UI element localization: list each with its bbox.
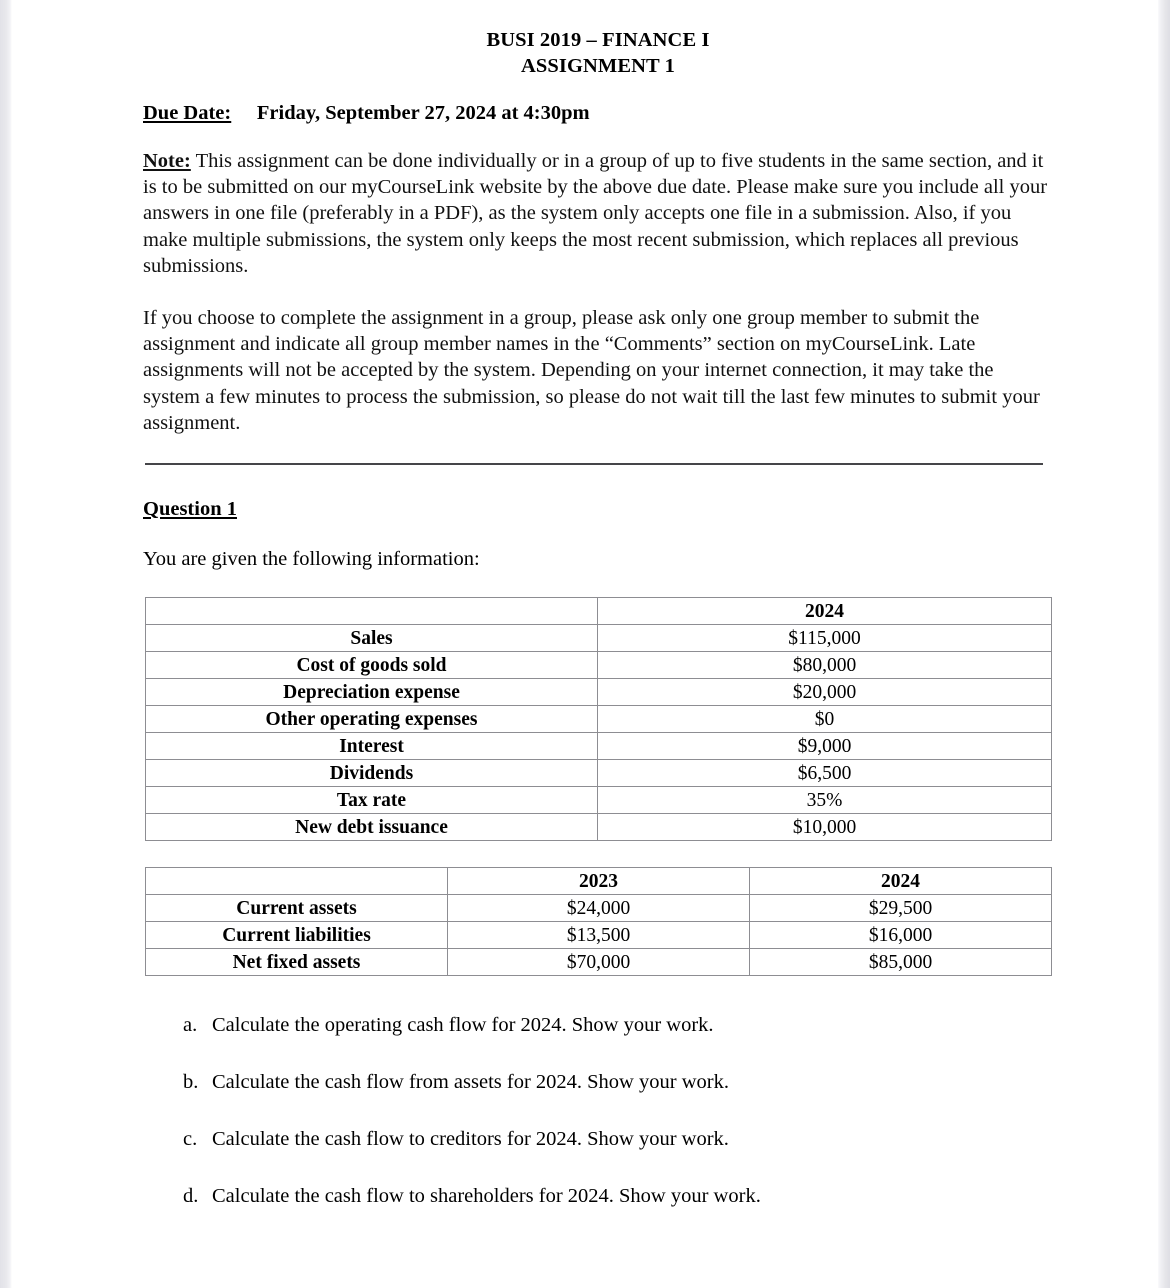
due-date-row bbox=[143, 100, 1053, 126]
due-date-label: Due Date: bbox=[143, 102, 232, 124]
due-date-value: Friday, September 27, 2024 at 4:30pm bbox=[256, 102, 590, 124]
list-item bbox=[143, 1183, 1053, 1209]
table-row-header bbox=[146, 868, 1052, 895]
document-page bbox=[12, 0, 1158, 1288]
document-title bbox=[143, 0, 1053, 79]
list-item-text-a: Calculate the operating cash flow for 2024. Show your work. bbox=[212, 1014, 714, 1037]
sub-question-list bbox=[143, 1012, 1053, 1209]
list-item-marker-d: d. bbox=[183, 1185, 199, 1208]
row-value-new-debt: $10,000 bbox=[598, 814, 1052, 841]
list-item bbox=[143, 1126, 1053, 1152]
row-value-sales: $115,000 bbox=[598, 625, 1052, 652]
row-label-new-debt: New debt issuance bbox=[146, 814, 598, 841]
section-divider bbox=[145, 463, 1043, 465]
table-row bbox=[146, 895, 1052, 922]
balance-sheet-table bbox=[145, 867, 1052, 976]
table-two-header-blank bbox=[146, 868, 448, 895]
row-value-other-opex: $0 bbox=[598, 706, 1052, 733]
table-row bbox=[146, 814, 1052, 841]
table-row bbox=[146, 949, 1052, 976]
row-label-current-liabilities: Current liabilities bbox=[146, 922, 448, 949]
row-value-depreciation: $20,000 bbox=[598, 679, 1052, 706]
table-row-header bbox=[146, 598, 1052, 625]
row-value-current-assets-2024: $29,500 bbox=[750, 895, 1052, 922]
income-statement-table bbox=[145, 597, 1052, 841]
note-text: This assignment can be done individually or in a group of up to five students in the same section, and it is to be submitted on our myCourseLink website by the above due date. Please make sure you include all your answers in one file (preferably in a PDF), as the system only accepts one file in a submission. Also, if you make multiple submissions, the system only keeps the most recent submission, which replaces all previous submissions. bbox=[143, 150, 1048, 277]
table-row bbox=[146, 760, 1052, 787]
table-row bbox=[146, 625, 1052, 652]
table-row bbox=[146, 652, 1052, 679]
table-row bbox=[146, 706, 1052, 733]
row-value-net-fixed-assets-2023: $70,000 bbox=[448, 949, 750, 976]
list-item-text-c: Calculate the cash flow to creditors for 2024. Show your work. bbox=[212, 1128, 729, 1151]
row-value-interest: $9,000 bbox=[598, 733, 1052, 760]
table-two-header-2024: 2024 bbox=[750, 868, 1052, 895]
page-content bbox=[143, 0, 1053, 1240]
row-label-dividends: Dividends bbox=[146, 760, 598, 787]
row-label-other-opex: Other operating expenses bbox=[146, 706, 598, 733]
row-value-current-liabilities-2023: $13,500 bbox=[448, 922, 750, 949]
question-1-intro: You are given the following information: bbox=[143, 548, 480, 571]
row-value-current-assets-2023: $24,000 bbox=[448, 895, 750, 922]
list-item-marker-c: c. bbox=[183, 1128, 198, 1151]
row-label-tax-rate: Tax rate bbox=[146, 787, 598, 814]
list-item bbox=[143, 1012, 1053, 1038]
table-row bbox=[146, 679, 1052, 706]
row-label-depreciation: Depreciation expense bbox=[146, 679, 598, 706]
row-label-cogs: Cost of goods sold bbox=[146, 652, 598, 679]
row-label-interest: Interest bbox=[146, 733, 598, 760]
row-value-cogs: $80,000 bbox=[598, 652, 1052, 679]
row-value-dividends: $6,500 bbox=[598, 760, 1052, 787]
table-row bbox=[146, 922, 1052, 949]
title-line-course: BUSI 2019 – FINANCE I bbox=[486, 29, 710, 51]
title-line-assignment: ASSIGNMENT 1 bbox=[520, 55, 676, 77]
table-row bbox=[146, 733, 1052, 760]
list-item-text-d: Calculate the cash flow to shareholders for 2024. Show your work. bbox=[212, 1185, 761, 1208]
row-value-net-fixed-assets-2024: $85,000 bbox=[750, 949, 1052, 976]
table-two-header-2023: 2023 bbox=[448, 868, 750, 895]
list-item-text-b: Calculate the cash flow from assets for 2024. Show your work. bbox=[212, 1071, 729, 1094]
row-value-tax-rate: 35% bbox=[598, 787, 1052, 814]
note-paragraph bbox=[143, 148, 1053, 279]
list-item bbox=[143, 1069, 1053, 1095]
list-item-marker-b: b. bbox=[183, 1071, 199, 1094]
question-1-heading: Question 1 bbox=[143, 498, 237, 521]
note-label: Note: bbox=[143, 150, 191, 172]
group-paragraph: If you choose to complete the assignment in a group, please ask only one group member to submit the assignment and indicate all group member names in the “Comments” section on myCourseLink. Late assignments will not be accepted by the system. Depending on your internet connection, it may take the system a few minutes to process the submission, so please do not wait till the last few minutes to submit your assignment. bbox=[143, 307, 1040, 434]
table-one-header-2024: 2024 bbox=[598, 598, 1052, 625]
table-row bbox=[146, 787, 1052, 814]
table-one-header-blank bbox=[146, 598, 598, 625]
row-value-current-liabilities-2024: $16,000 bbox=[750, 922, 1052, 949]
row-label-sales: Sales bbox=[146, 625, 598, 652]
row-label-net-fixed-assets: Net fixed assets bbox=[146, 949, 448, 976]
list-item-marker-a: a. bbox=[183, 1014, 198, 1037]
row-label-current-assets: Current assets bbox=[146, 895, 448, 922]
